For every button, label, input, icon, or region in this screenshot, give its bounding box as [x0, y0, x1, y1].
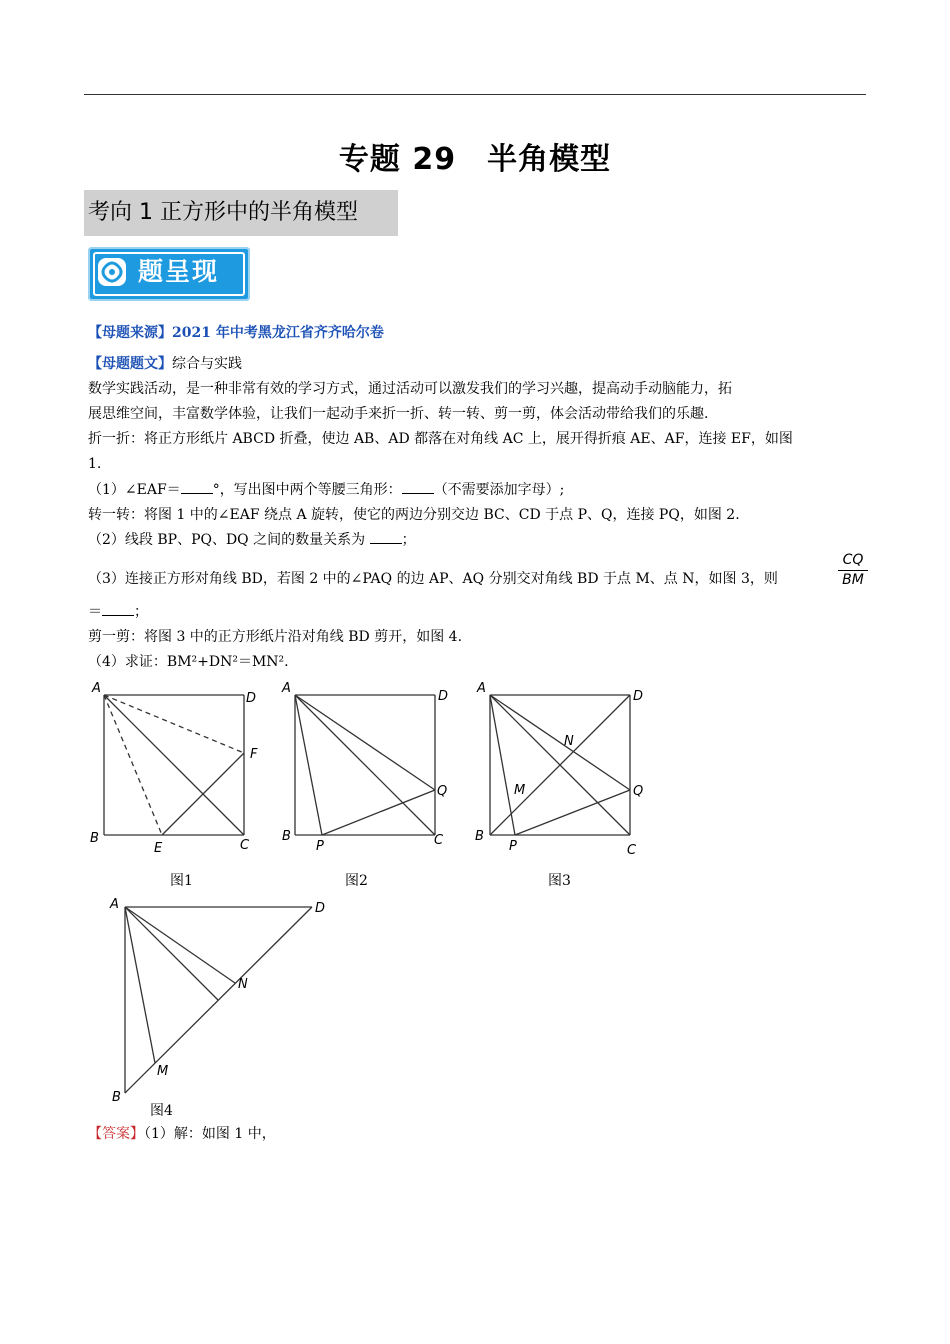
fig4-label-n: N: [238, 977, 248, 992]
fig4-median: [125, 907, 218, 1000]
figure-3: [475, 680, 665, 870]
q1-blank-angle: [181, 481, 213, 494]
fig3-label-m: M: [514, 783, 526, 798]
fig4-caption: 图4: [150, 1103, 173, 1119]
fig3-label-d: D: [633, 689, 644, 704]
badge-label: 题呈现: [138, 257, 220, 286]
q1-part-b: °，写出图中两个等腰三角形：: [212, 482, 402, 498]
figure-1: [88, 680, 268, 870]
cut-line: 剪一剪：将图 3 中的正方形纸片沿对角线 BD 剪开，如图 4.: [88, 629, 463, 645]
fig2-diagonal-ac: [295, 695, 435, 835]
figure-2: [280, 680, 460, 870]
question-4: （4）求证：BM²+DN²＝MN².: [88, 654, 289, 670]
fraction-numerator: CQ: [842, 552, 864, 568]
fig4-label-d: D: [315, 901, 326, 916]
source-text: 2021 年中考黑龙江省齐齐哈尔卷: [172, 325, 384, 341]
answer-text: （1）解：如图 1 中，: [144, 1126, 276, 1142]
page-title: 专题 29 半角模型: [338, 142, 612, 177]
fig1-fold-af: [104, 695, 244, 753]
fig1-label-a: A: [92, 681, 101, 696]
fig1-label-e: E: [154, 841, 163, 856]
fold-line-2: 1.: [88, 456, 102, 472]
fig4-label-a: A: [110, 897, 119, 912]
question-2: [88, 531, 416, 549]
fig1-label-b: B: [90, 831, 99, 846]
fig3-caption: 图3: [548, 873, 571, 889]
problem-badge: [88, 247, 250, 301]
question-1: [88, 481, 564, 499]
fig2-label-a: A: [282, 681, 291, 696]
q2-end: ；: [401, 532, 416, 548]
fig2-label-p: P: [316, 839, 324, 854]
fig3-label-q: Q: [633, 784, 644, 799]
q2-text: （2）线段 BP、PQ、DQ 之间的数量关系为: [88, 532, 370, 548]
fig2-label-q: Q: [437, 784, 448, 799]
fig1-fold-ae: [104, 695, 162, 835]
q1-part-c: （不需要添加字母）;: [433, 482, 565, 498]
fig1-diagonal-ac: [104, 695, 244, 835]
fig3-label-n: N: [564, 734, 574, 749]
fig1-label-f: F: [250, 747, 258, 762]
intro-line-1: 数学实践活动，是一种非常有效的学习方式，通过活动可以激发我们的学习兴趣，提高动手动脑能力，拓: [88, 381, 732, 397]
fig3-segment-pq: [515, 790, 630, 835]
fig2-segment-pq: [322, 790, 435, 835]
q1-part-a: （1）∠EAF＝: [88, 482, 181, 498]
source-label: 【母题来源】: [88, 325, 172, 341]
q2-blank: [370, 531, 402, 544]
intro-line-2: 展思维空间，丰富数学体验，让我们一起动手来折一折、转一转、剪一剪，体会活动带给我们的乐趣.: [88, 406, 709, 422]
fig2-label-d: D: [438, 689, 449, 704]
fig1-label-c: C: [240, 838, 250, 853]
fig2-caption: 图2: [345, 873, 368, 889]
question-3-answer: [88, 603, 148, 621]
fig3-label-a: A: [477, 681, 486, 696]
fig3-label-b: B: [475, 829, 484, 844]
text-label: 【母题题文】: [88, 356, 172, 372]
fig2-label-c: C: [434, 833, 444, 848]
fraction-denominator: BM: [842, 572, 864, 588]
question-3: （3）连接正方形对角线 BD，若图 2 中的∠PAQ 的边 AP、AQ 分别交对角线 BD 于点 M、点 N，如图 3，则: [88, 571, 778, 587]
q3-blank: [102, 603, 134, 616]
source-line: [88, 324, 384, 342]
fig3-segment-aq: [490, 695, 630, 790]
fraction-cq-bm: [838, 552, 868, 589]
fold-line-1: 折一折：将正方形纸片 ABCD 折叠，使边 AB、AD 都落在对角线 AC 上，展开得折痕 AE、AF，连接 EF，如图: [88, 431, 793, 447]
fig4-label-b: B: [112, 1090, 121, 1105]
fig4-segment-an: [125, 907, 235, 983]
header-rule: [84, 94, 866, 95]
answer-line: [88, 1125, 276, 1143]
fig1-caption: 图1: [170, 873, 193, 889]
fig4-segment-am: [125, 907, 155, 1063]
q1-blank-triangles: [402, 481, 434, 494]
fraction-bar: [838, 570, 868, 571]
fig3-label-c: C: [627, 843, 637, 858]
q3-end: ；: [134, 604, 148, 620]
fig2-label-b: B: [282, 829, 291, 844]
figure-4: [100, 895, 340, 1105]
section-heading: 考向 1 正方形中的半角模型: [84, 190, 398, 236]
q3-equals: ＝: [88, 604, 102, 620]
badge-logo-icon: [94, 254, 130, 290]
fig3-label-p: P: [509, 839, 517, 854]
text-title-line: [88, 355, 242, 373]
rotate-line: 转一转：将图 1 中的∠EAF 绕点 A 旋转，使它的两边分别交边 BC、CD 于点 P、Q，连接 PQ，如图 2.: [88, 507, 740, 523]
text-title: 综合与实践: [172, 356, 242, 372]
answer-label: 【答案】: [88, 1126, 144, 1142]
fig2-segment-aq: [295, 695, 435, 790]
fig4-label-m: M: [157, 1064, 169, 1079]
fig1-label-d: D: [246, 691, 257, 706]
fig2-segment-ap: [295, 695, 322, 835]
